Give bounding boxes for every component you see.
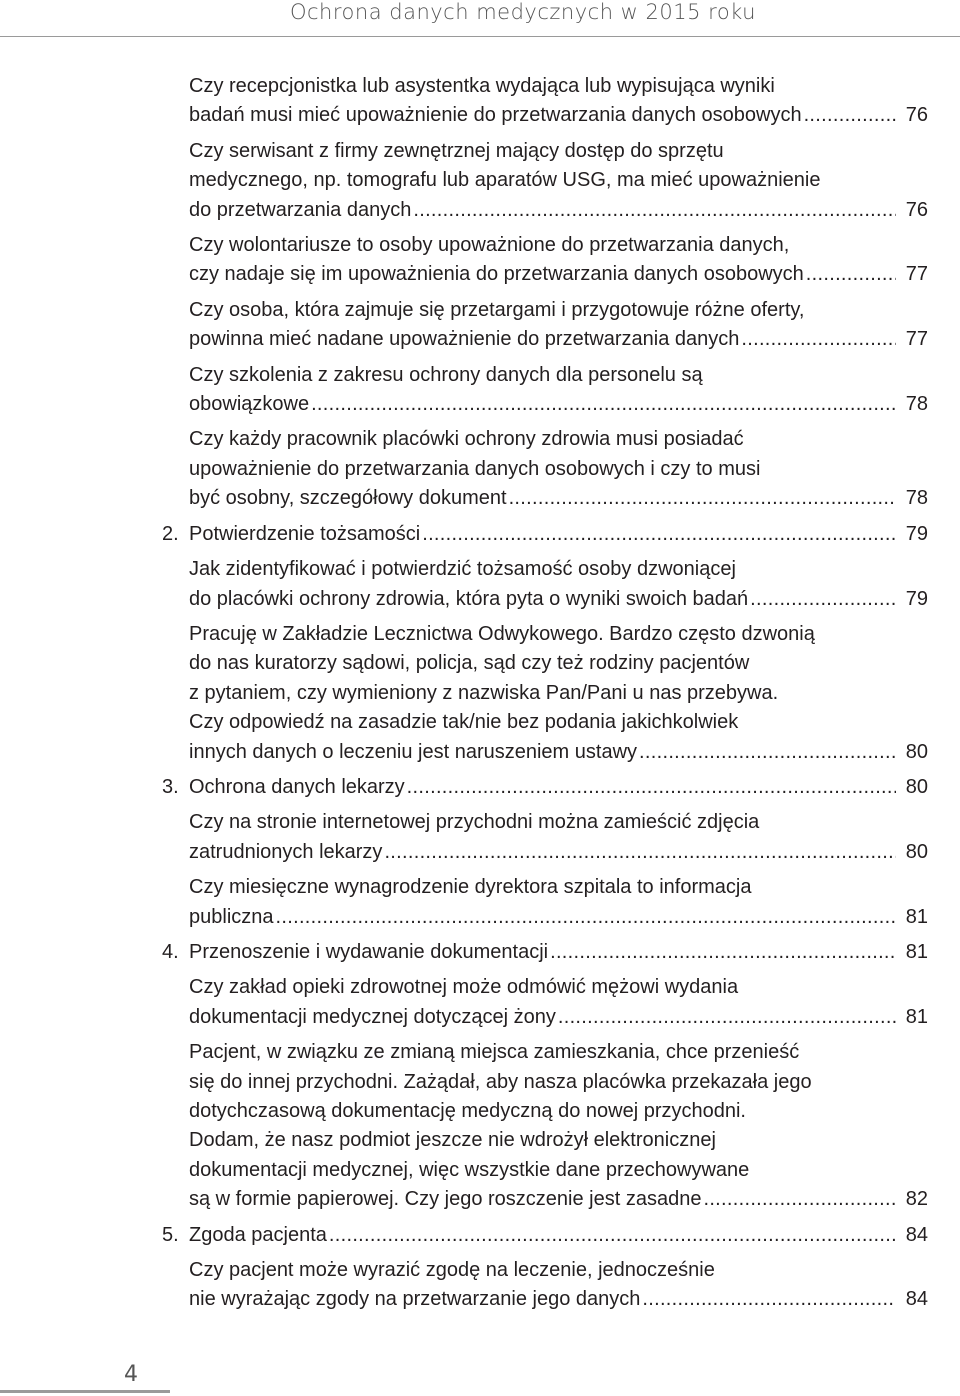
- toc-entry-line: czy nadaje się im upoważnienia do przetwarzania danych osobowych: [189, 263, 804, 286]
- toc-entry-last-line: [189, 938, 928, 967]
- toc-section-number: 2.: [162, 522, 179, 545]
- toc-section-entry: [162, 520, 928, 549]
- toc-entry-last-line: [189, 1285, 928, 1314]
- toc-entry-line: innych danych o leczeniu jest naruszeniem ustawy: [189, 740, 638, 763]
- running-header-title: Ochrona danych medycznych w 2015 roku: [289, 0, 756, 24]
- toc-entry-line: Jak zidentyfikować i potwierdzić tożsamość osoby dzwoniącej: [189, 558, 736, 581]
- toc-entry-line: powinna mieć nadane upoważnienie do przetwarzania danych: [189, 328, 740, 351]
- toc-entry-line: są w formie papierowej. Czy jego roszczenie jest zasadne: [189, 1188, 702, 1211]
- dot-leader: [703, 1185, 896, 1214]
- toc-entry-line: Czy wolontariusze to osoby upoważnione do przetwarzania danych,: [189, 234, 790, 257]
- toc-entry: [162, 555, 928, 614]
- toc-entry: [162, 1256, 928, 1315]
- header-rule: [0, 36, 960, 37]
- toc-entry-line: obowiązkowe: [189, 393, 310, 416]
- toc-section-number: 3.: [162, 775, 179, 798]
- toc-entry-last-line: [189, 773, 928, 802]
- toc-entry-line: nie wyrażając zgody na przetwarzanie jego danych: [189, 1288, 641, 1311]
- toc-entry-line: z pytaniem, czy wymieniony z nazwiska Pan/Pani u nas przebywa.: [189, 681, 779, 704]
- toc-entry-last-line: [189, 390, 928, 419]
- toc-entry-last-line: [189, 196, 928, 225]
- toc-section-entry: [162, 938, 928, 967]
- toc-entry-line: upoważnienie do przetwarzania danych osobowych i czy to musi: [189, 457, 761, 480]
- toc-section-entry: [162, 773, 928, 802]
- dot-leader: [642, 1285, 896, 1314]
- toc-entry: [162, 137, 928, 225]
- toc-page-number: 81: [905, 1005, 928, 1028]
- toc-entry-line: Czy odpowiedź na zasadzie tak/nie bez podania jakichkolwiek: [189, 711, 739, 734]
- toc-entry-line: badań musi mieć upoważnienie do przetwarzania danych osobowych: [189, 104, 802, 127]
- toc-entry-last-line: [189, 101, 928, 130]
- toc-entry-last-line: [189, 1185, 928, 1214]
- toc-entry-line: być osobny, szczegółowy dokument: [189, 487, 507, 510]
- toc-page-number: 84: [905, 1223, 928, 1246]
- toc-entry-line: do placówki ochrony zdrowia, która pyta o wyniki swoich badań: [189, 587, 749, 610]
- dot-leader: [276, 903, 896, 932]
- toc-entry: [162, 296, 928, 355]
- toc-entry-line: Zgoda pacjenta: [189, 1223, 327, 1246]
- dot-leader: [311, 390, 896, 419]
- toc-entry-line: medycznego, np. tomografu lub aparatów USG, ma mieć upoważnienie: [189, 169, 821, 192]
- dot-leader: [750, 585, 896, 614]
- toc-entry-line: do nas kuratorzy sądowi, policja, sąd czy też rodziny pacjentów: [189, 652, 750, 675]
- toc-entry-line: zatrudnionych lekarzy: [189, 840, 383, 863]
- toc-page-number: 81: [905, 905, 928, 928]
- toc-entry-last-line: [189, 585, 928, 614]
- toc-entry-line: publiczna: [189, 905, 274, 928]
- toc-entry-line: Ochrona danych lekarzy: [189, 775, 405, 798]
- toc-page-number: 77: [905, 328, 928, 351]
- toc-section-number: 5.: [162, 1223, 179, 1246]
- toc-entry-line: Pacjent, w związku ze zmianą miejsca zamieszkania, chce przenieść: [189, 1041, 800, 1064]
- toc-page-number: 76: [905, 198, 928, 221]
- page-number: 4: [124, 1362, 138, 1387]
- dot-leader: [741, 325, 896, 354]
- toc-page-number: 77: [905, 263, 928, 286]
- toc-entry-last-line: [189, 260, 928, 289]
- toc-entry: [162, 1038, 928, 1214]
- dot-leader: [422, 520, 896, 549]
- toc-page-number: 81: [905, 940, 928, 963]
- toc-entry: [162, 425, 928, 513]
- toc-page-number: 84: [905, 1288, 928, 1311]
- toc-entry-line: Pracuję w Zakładzie Lecznictwa Odwykowego. Bardzo często dzwonią: [189, 622, 815, 645]
- dot-leader: [509, 484, 896, 513]
- toc-entry-last-line: [189, 520, 928, 549]
- toc-entry: [162, 72, 928, 131]
- toc-entry-line: Czy szkolenia z zakresu ochrony danych dla personelu są: [189, 363, 703, 386]
- toc-entry-line: dokumentacji medycznej, więc wszystkie dane przechowywane: [189, 1158, 750, 1181]
- toc-page-number: 76: [905, 104, 928, 127]
- running-header: [0, 0, 960, 36]
- toc-entry: [162, 973, 928, 1032]
- toc-page-number: 82: [905, 1188, 928, 1211]
- toc-entry-last-line: [189, 1221, 928, 1250]
- toc-entry-last-line: [189, 1003, 928, 1032]
- toc-page-number: 79: [905, 587, 928, 610]
- toc-entry-line: Czy osoba, która zajmuje się przetargami i przygotowuje różne oferty,: [189, 298, 805, 321]
- toc-page-number: 79: [905, 522, 928, 545]
- toc-entry: [162, 808, 928, 867]
- dot-leader: [384, 838, 896, 867]
- toc-page-number: 78: [905, 487, 928, 510]
- toc-entry: [162, 231, 928, 290]
- toc-entry-line: Przenoszenie i wydawanie dokumentacji: [189, 940, 549, 963]
- toc-page-number: 80: [905, 840, 928, 863]
- dot-leader: [806, 260, 896, 289]
- toc-entry: [162, 361, 928, 420]
- toc-entry-line: Czy zakład opieki zdrowotnej może odmówić mężowi wydania: [189, 976, 739, 999]
- toc-entry-last-line: [189, 738, 928, 767]
- dot-leader: [407, 773, 896, 802]
- toc-entry-line: Czy serwisant z firmy zewnętrznej mający dostęp do sprzętu: [189, 139, 724, 162]
- toc-entry-last-line: [189, 838, 928, 867]
- table-of-contents: [162, 72, 928, 1321]
- toc-entry-line: Czy na stronie internetowej przychodni można zamieścić zdjęcia: [189, 811, 760, 834]
- dot-leader: [639, 738, 896, 767]
- toc-entry: [162, 873, 928, 932]
- toc-entry-line: się do innej przychodni. Zażądał, aby nasza placówka przekazała jego: [189, 1070, 812, 1093]
- toc-entry-line: Czy pacjent może wyrazić zgodę na leczenie, jednocześnie: [189, 1259, 715, 1282]
- toc-entry-last-line: [189, 484, 928, 513]
- toc-page-number: 80: [905, 775, 928, 798]
- toc-entry-line: Czy miesięczne wynagrodzenie dyrektora szpitala to informacja: [189, 876, 752, 899]
- toc-entry-line: do przetwarzania danych: [189, 198, 412, 221]
- dot-leader: [329, 1221, 896, 1250]
- toc-entry-line: Czy każdy pracownik placówki ochrony zdrowia musi posiadać: [189, 428, 744, 451]
- toc-entry-line: Dodam, że nasz podmiot jeszcze nie wdrożył elektronicznej: [189, 1129, 716, 1152]
- toc-entry-last-line: [189, 903, 928, 932]
- toc-entry-last-line: [189, 325, 928, 354]
- toc-entry-line: Czy recepcjonistka lub asystentka wydająca lub wypisująca wyniki: [189, 75, 775, 97]
- toc-page-number: 80: [905, 740, 928, 763]
- toc-entry-line: dotychczasową dokumentację medyczną do nowej przychodni.: [189, 1100, 746, 1122]
- toc-section-number: 4.: [162, 940, 179, 963]
- toc-section-entry: [162, 1221, 928, 1250]
- toc-entry-line: dokumentacji medycznej dotyczącej żony: [189, 1005, 556, 1028]
- toc-entry-line: Potwierdzenie tożsamości: [189, 522, 421, 545]
- dot-leader: [413, 196, 896, 225]
- toc-page-number: 78: [905, 393, 928, 416]
- dot-leader: [550, 938, 896, 967]
- toc-entry: [162, 620, 928, 767]
- footer-rule: [0, 1390, 170, 1393]
- dot-leader: [558, 1003, 896, 1032]
- dot-leader: [804, 101, 896, 130]
